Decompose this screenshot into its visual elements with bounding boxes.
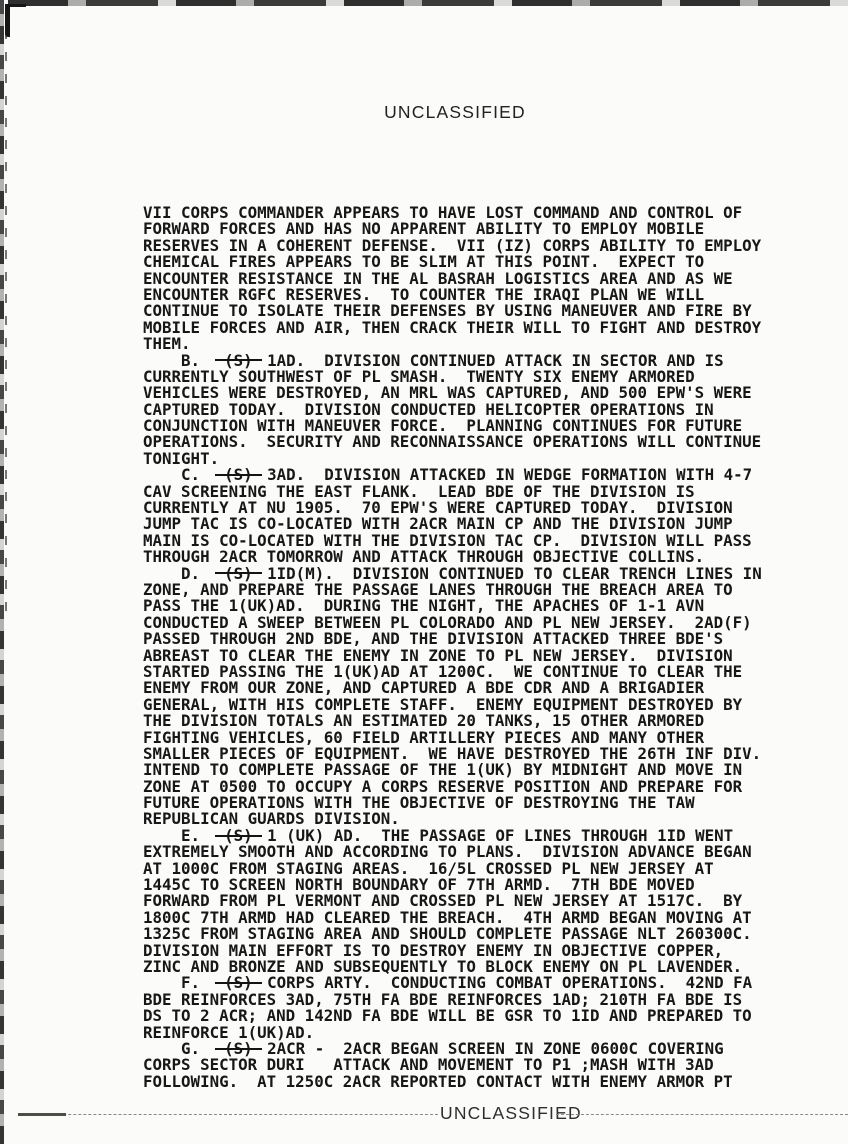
redacted-classification-marking: (S) — [219, 973, 258, 992]
document-text-segment: CONJUNCTION WITH MANEUVER FORCE. PLANNING CONTINUES FOR FUTURE — [143, 416, 743, 436]
document-text-segment: ENEMY FROM OUR ZONE, AND CAPTURED A BDE CDR AND A BRIGADIER — [143, 678, 705, 698]
document-text-segment: DIVISION MAIN EFFORT IS TO DESTROY ENEMY IN OBJECTIVE COPPER, — [143, 940, 724, 960]
document-text-segment: FOLLOWING. AT 1250C 2ACR REPORTED CONTACT WITH ENEMY ARMOR PT — [143, 1071, 733, 1091]
document-text-segment: G. — [143, 1038, 220, 1058]
scan-artifact-top-edge — [8, 0, 848, 6]
document-text-segment: BDE REINFORCES 3AD, 75TH FA BDE REINFORCES 1AD; 210TH FA BDE IS — [143, 989, 743, 1009]
document-text-segment: CHEMICAL FIRES APPEARS TO BE SLIM AT THIS POINT. EXPECT TO — [143, 252, 705, 272]
document-text-segment: 1325C FROM STAGING AREA AND SHOULD COMPLETE PASSAGE NLT 260300C. — [143, 924, 752, 944]
document-text-segment: B. — [143, 350, 220, 370]
document-text-segment: REINFORCE 1(UK)AD. — [143, 1022, 315, 1042]
document-text-segment: CORPS ARTY. CONDUCTING COMBAT OPERATIONS. 42ND FA — [257, 973, 753, 993]
document-text-segment: OPERATIONS. SECURITY AND RECONNAISSANCE OPERATIONS WILL CONTINUE — [143, 432, 762, 452]
document-text-segment: F. — [143, 973, 220, 993]
document-text-segment: 1 (UK) AD. THE PASSAGE OF LINES THROUGH 1ID WENT — [257, 825, 734, 845]
document-text-segment: CONTINUE TO ISOLATE THEIR DEFENSES BY USING MANEUVER AND FIRE BY — [143, 301, 752, 321]
document-text-segment: THE DIVISION TOTALS AN ESTIMATED 20 TANKS, 15 OTHER ARMORED — [143, 711, 705, 731]
document-text-segment: 1AD. DIVISION CONTINUED ATTACK IN SECTOR AND IS — [257, 350, 724, 370]
redacted-classification-marking: (S) — [219, 826, 258, 845]
document-text-segment: TONIGHT. — [143, 448, 220, 468]
document-text-segment: D. — [143, 563, 220, 583]
scan-artifact-corner-hook — [5, 4, 26, 37]
document-text-segment: CURRENTLY SOUTHWEST OF PL SMASH. TWENTY SIX ENEMY ARMORED — [143, 366, 695, 386]
redacted-classification-marking: (S) — [219, 1039, 258, 1058]
document-text-segment: ABREAST TO CLEAR THE ENEMY IN ZONE TO PL NEW JERSEY. DIVISION — [143, 645, 733, 665]
document-text-segment: INTEND TO COMPLETE PASSAGE OF THE 1(UK) BY MIDNIGHT AND MOVE IN — [143, 760, 743, 780]
document-text-segment: CORPS SECTOR DURI ATTACK AND MOVEMENT TO P1 ;MASH WITH 3AD — [143, 1055, 714, 1075]
document-text-segment: MOBILE FORCES AND AIR, THEN CRACK THEIR WILL TO FIGHT AND DESTROY — [143, 317, 762, 337]
document-text-segment: 2ACR - 2ACR BEGAN SCREEN IN ZONE 0600C COVERING — [257, 1038, 724, 1058]
document-text-segment: SMALLER PIECES OF EQUIPMENT. WE HAVE DESTROYED THE 26TH INF DIV. — [143, 743, 762, 763]
document-text-segment: 3AD. DIVISION ATTACKED IN WEDGE FORMATION WITH 4-7 — [257, 465, 753, 485]
classification-header: UNCLASSIFIED — [384, 102, 526, 122]
document-text-segment: REPUBLICAN GUARDS DIVISION. — [143, 809, 400, 829]
document-text-segment: EXTREMELY SMOOTH AND ACCORDING TO PLANS. DIVISION ADVANCE BEGAN — [143, 842, 752, 862]
document-text-segment: FIGHTING VEHICLES, 60 FIELD ARTILLERY PIECES AND MANY OTHER — [143, 727, 705, 747]
document-text-segment: GENERAL, WITH HIS COMPLETE STAFF. ENEMY EQUIPMENT DESTROYED BY — [143, 694, 743, 714]
document-text-segment: VII CORPS COMMANDER APPEARS TO HAVE LOST COMMAND AND CONTROL OF — [143, 203, 743, 222]
redacted-classification-marking: (S) — [219, 465, 258, 484]
document-text-segment: PASSED THROUGH 2ND BDE, AND THE DIVISION ATTACKED THREE BDE'S — [143, 629, 724, 649]
document-text-segment: CAV SCREENING THE EAST FLANK. LEAD BDE OF THE DIVISION IS — [143, 481, 695, 501]
classification-footer: UNCLASSIFIED — [440, 1103, 582, 1123]
document-text-segment: THEM. — [143, 334, 191, 354]
document-text-segment: 1800C 7TH ARMD HAD CLEARED THE BREACH. 4TH ARMD BEGAN MOVING AT — [143, 907, 752, 927]
document-text-segment: 1ID(M). DIVISION CONTINUED TO CLEAR TRENCH LINES IN — [257, 563, 762, 583]
document-text-segment: FUTURE OPERATIONS WITH THE OBJECTIVE OF DESTROYING THE TAW — [143, 793, 695, 813]
document-text-segment: ENCOUNTER RGFC RESERVES. TO COUNTER THE IRAQI PLAN WE WILL — [143, 284, 705, 304]
document-text-segment: ZONE, AND PREPARE THE PASSAGE LANES THROUGH THE BREACH AREA TO — [143, 579, 733, 599]
document-line — [143, 317, 783, 337]
document-text-segment: RESERVES IN A COHERENT DEFENSE. VII (IZ) CORPS ABILITY TO EMPLOY — [143, 235, 762, 255]
document-line — [143, 1071, 783, 1091]
footer-dash-line-left — [18, 1114, 438, 1115]
document-text-segment: STARTED PASSING THE 1(UK)AD AT 1200C. WE CONTINUE TO CLEAR THE — [143, 661, 743, 681]
document-text-segment: PASS THE 1(UK)AD. DURING THE NIGHT, THE APACHES OF 1-1 AVN — [143, 596, 705, 616]
document-text-segment: DS TO 2 ACR; AND 142ND FA BDE WILL BE GSR TO 1ID AND PREPARED TO — [143, 1006, 752, 1026]
document-text-segment: AT 1000C FROM STAGING AREAS. 16/5L CROSSED PL NEW JERSEY AT — [143, 858, 714, 878]
document-text-segment: CONDUCTED A SWEEP BETWEEN PL COLORADO AND PL NEW JERSEY. 2AD(F) — [143, 612, 752, 632]
document-text-segment: ENCOUNTER RESISTANCE IN THE AL BASRAH LOGISTICS AREA AND AS WE — [143, 268, 733, 288]
document-text-segment: 1445C TO SCREEN NORTH BOUNDARY OF 7TH ARMD. 7TH BDE MOVED — [143, 875, 695, 895]
footer-dash-line-right — [556, 1114, 848, 1115]
scan-artifact-left-edge — [0, 0, 4, 1144]
document-text-segment: VEHICLES WERE DESTROYED, AN MRL WAS CAPTURED, AND 500 EPW'S WERE — [143, 383, 752, 403]
document-text-segment: MAIN IS CO-LOCATED WITH THE DIVISION TAC CP. DIVISION WILL PASS — [143, 530, 752, 550]
document-body — [143, 205, 783, 1090]
document-text-segment: FORWARD FORCES AND HAS NO APPARENT ABILITY TO EMPLOY MOBILE — [143, 219, 705, 239]
document-line — [143, 434, 783, 450]
document-text-segment: CURRENTLY AT NU 1905. 70 EPW'S WERE CAPTURED TODAY. DIVISION — [143, 498, 733, 518]
document-text-segment: C. — [143, 465, 220, 485]
document-text-segment: ZINC AND BRONZE AND SUBSEQUENTLY TO BLOCK ENEMY ON PL LAVENDER. — [143, 956, 743, 976]
document-text-segment: E. — [143, 825, 220, 845]
document-text-segment: FORWARD FROM PL VERMONT AND CROSSED PL NEW JERSEY AT 1517C. BY — [143, 891, 743, 911]
document-text-segment: CAPTURED TODAY. DIVISION CONDUCTED HELICOPTER OPERATIONS IN — [143, 399, 714, 419]
document-text-segment: ZONE AT 0500 TO OCCUPY A CORPS RESERVE POSITION AND PREPARE FOR — [143, 776, 743, 796]
document-text-segment: JUMP TAC IS CO-LOCATED WITH 2ACR MAIN CP AND THE DIVISION JUMP — [143, 514, 733, 534]
document-text-segment: THROUGH 2ACR TOMORROW AND ATTACK THROUGH OBJECTIVE COLLINS. — [143, 547, 705, 567]
redacted-classification-marking: (S) — [219, 564, 258, 583]
redacted-classification-marking: (S) — [219, 351, 258, 370]
